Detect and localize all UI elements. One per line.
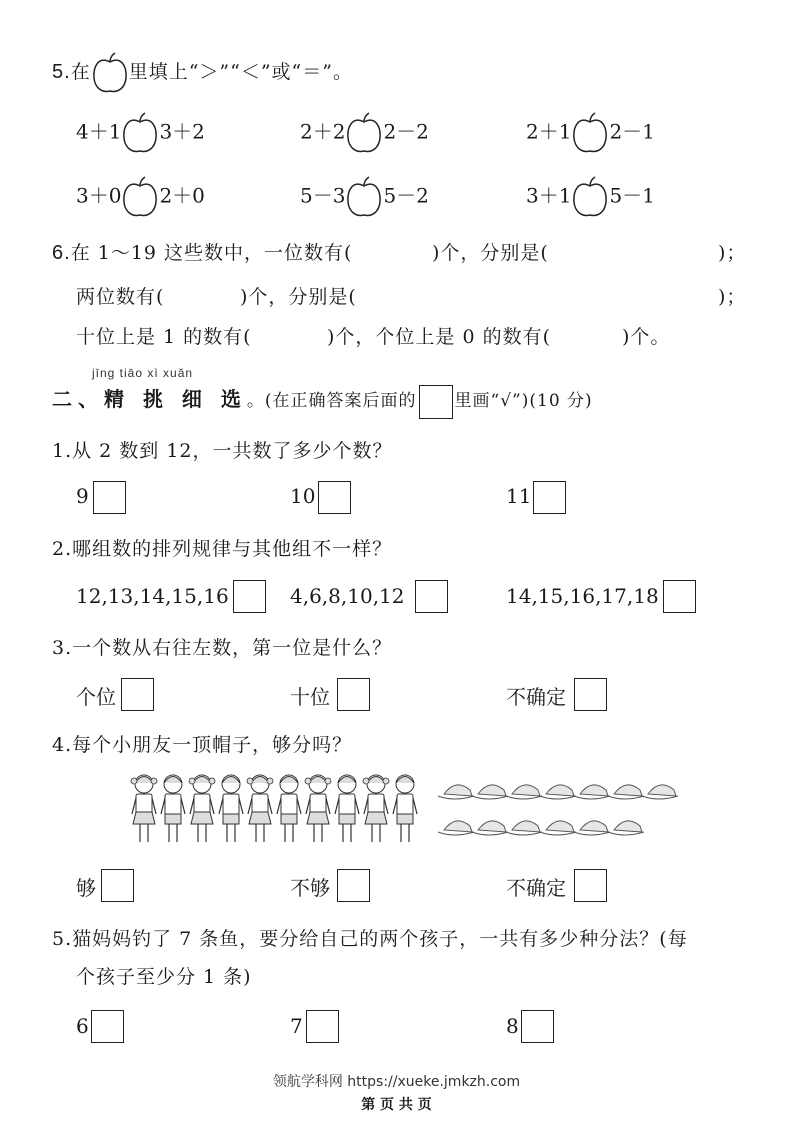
s2q4-option-label: 不确定: [506, 876, 566, 900]
q5-title: 5.在 里填上“＞”“＜”或“＝”。: [52, 52, 353, 94]
comparison-left: 5－3: [300, 183, 346, 208]
hat-icon: [506, 785, 542, 799]
comparison-right: 5－1: [609, 183, 655, 208]
s2q3-answer-box-3[interactable]: [574, 678, 607, 711]
s2q5-text-line2: 个孩子至少分 1 条): [76, 966, 252, 988]
comparison-right: 2－2: [383, 119, 429, 144]
s2q4-option-label: 够: [76, 876, 96, 900]
s2q3-text: 3.一个数从右往左数，第一位是什么？: [52, 637, 393, 659]
comparison-item: [526, 112, 655, 154]
s2q2-answer-box-3[interactable]: [663, 580, 696, 613]
q6-line2-end: )；: [718, 286, 747, 308]
s2q5-option-label: 8: [506, 1014, 519, 1038]
s2q3-answer-box-1[interactable]: [121, 678, 154, 711]
apple-answer-icon[interactable]: [121, 184, 159, 208]
comparison-left: 4＋1: [76, 119, 122, 144]
comparison-right: 3＋2: [159, 119, 205, 144]
s2q3-option-label: 个位: [76, 685, 116, 709]
apple-answer-icon[interactable]: [571, 120, 609, 144]
section2-pinyin: jīng tiāo xì xuǎn: [92, 366, 194, 380]
apple-answer-icon[interactable]: [121, 120, 159, 144]
s2q1-option-label: 11: [506, 484, 532, 508]
s2q5-answer-box-2[interactable]: [306, 1010, 339, 1043]
hat-icon: [574, 821, 610, 835]
hats-illustration: [436, 776, 686, 846]
hat-icon: [642, 785, 678, 799]
hat-icon: [540, 785, 576, 799]
comparison-left: 3＋0: [76, 183, 122, 208]
child-figure: [393, 775, 417, 842]
hat-icon: [438, 785, 474, 799]
s2q4-answer-box-3[interactable]: [574, 869, 607, 902]
hat-icon: [608, 821, 644, 835]
s2q3-option-label: 不确定: [506, 685, 566, 709]
s2q4-text: 4.每个小朋友一顶帽子，够分吗？: [52, 734, 353, 756]
comparison-right: 2＋0: [159, 183, 205, 208]
child-figure: [247, 775, 273, 842]
s2q5-answer-box-1[interactable]: [91, 1010, 124, 1043]
child-figure: [335, 775, 359, 842]
hat-icon: [506, 821, 542, 835]
section2-header: 二、精 挑 细 选。(在正确答案后面的 里画“√”)(10 分): [52, 383, 593, 419]
s2q3-option-label: 十位: [290, 685, 330, 709]
q6-line1-end: )；: [718, 242, 747, 264]
comparison-item: [526, 176, 655, 218]
s2q5-text-line1: 5.猫妈妈钓了 7 条鱼，要分给自己的两个孩子，一共有多少种分法？(每: [52, 928, 688, 950]
s2q5-answer-box-3[interactable]: [521, 1010, 554, 1043]
comparison-left: 2＋2: [300, 119, 346, 144]
s2q2-answer-box-2[interactable]: [415, 580, 448, 613]
children-illustration: [130, 768, 420, 848]
q6-line2-mid: )个，分别是(: [240, 286, 357, 308]
q6-line2: 两位数有(: [76, 286, 165, 308]
s2q2-text: 2.哪组数的排列规律与其他组不一样？: [52, 538, 393, 560]
hat-icon: [472, 785, 508, 799]
comparison-item: [76, 112, 205, 154]
s2q2-answer-box-1[interactable]: [233, 580, 266, 613]
hat-icon: [574, 785, 610, 799]
q6-line3-end: )个。: [622, 326, 671, 348]
comparison-left: 2＋1: [526, 119, 572, 144]
comparison-item: [76, 176, 205, 218]
comparison-item: [300, 176, 429, 218]
q6-line1: 6.在 1～19 这些数中，一位数有(: [52, 242, 353, 264]
q6-line3-mid: )个，个位上是 0 的数有(: [327, 326, 551, 348]
s2q4-answer-box-2[interactable]: [337, 869, 370, 902]
hat-icon: [608, 785, 644, 799]
s2q2-option-label: 4,6,8,10,12: [290, 584, 405, 608]
s2q2-option-label: 12,13,14,15,16: [76, 584, 229, 608]
s2q5-option-label: 6: [76, 1014, 89, 1038]
comparison-left: 3＋1: [526, 183, 572, 208]
comparison-right: 2－1: [609, 119, 655, 144]
hat-icon: [438, 821, 474, 835]
apple-answer-icon[interactable]: [345, 184, 383, 208]
s2q1-answer-box-1[interactable]: [93, 481, 126, 514]
apple-blank-icon: [91, 52, 129, 94]
child-figure: [131, 775, 157, 842]
s2q5-option-label: 7: [290, 1014, 303, 1038]
s2q4-answer-box-1[interactable]: [101, 869, 134, 902]
s2q1-text: 1.从 2 数到 12，一共数了多少个数？: [52, 440, 393, 462]
footer-page: 第 页 共 页: [361, 1097, 432, 1113]
child-figure: [219, 775, 243, 842]
q6-line3: 十位上是 1 的数有(: [76, 326, 252, 348]
s2q1-answer-box-3[interactable]: [533, 481, 566, 514]
apple-answer-icon[interactable]: [345, 120, 383, 144]
s2q2-option-label: 14,15,16,17,18: [506, 584, 659, 608]
s2q3-answer-box-2[interactable]: [337, 678, 370, 711]
comparison-right: 5－2: [383, 183, 429, 208]
hat-icon: [540, 821, 576, 835]
answer-box-sample: [419, 385, 453, 419]
child-figure: [363, 775, 389, 842]
hat-icon: [472, 821, 508, 835]
child-figure: [305, 775, 331, 842]
s2q1-option-label: 10: [290, 484, 316, 508]
child-figure: [277, 775, 301, 842]
child-figure: [189, 775, 215, 842]
s2q4-option-label: 不够: [290, 876, 330, 900]
s2q1-option-label: 9: [76, 484, 89, 508]
q6-line1-mid: )个，分别是(: [432, 242, 549, 264]
comparison-item: [300, 112, 429, 154]
footer-site: 领航学科网 https://xueke.jmkzh.com: [272, 1074, 521, 1090]
child-figure: [161, 775, 185, 842]
s2q1-answer-box-2[interactable]: [318, 481, 351, 514]
apple-answer-icon[interactable]: [571, 184, 609, 208]
